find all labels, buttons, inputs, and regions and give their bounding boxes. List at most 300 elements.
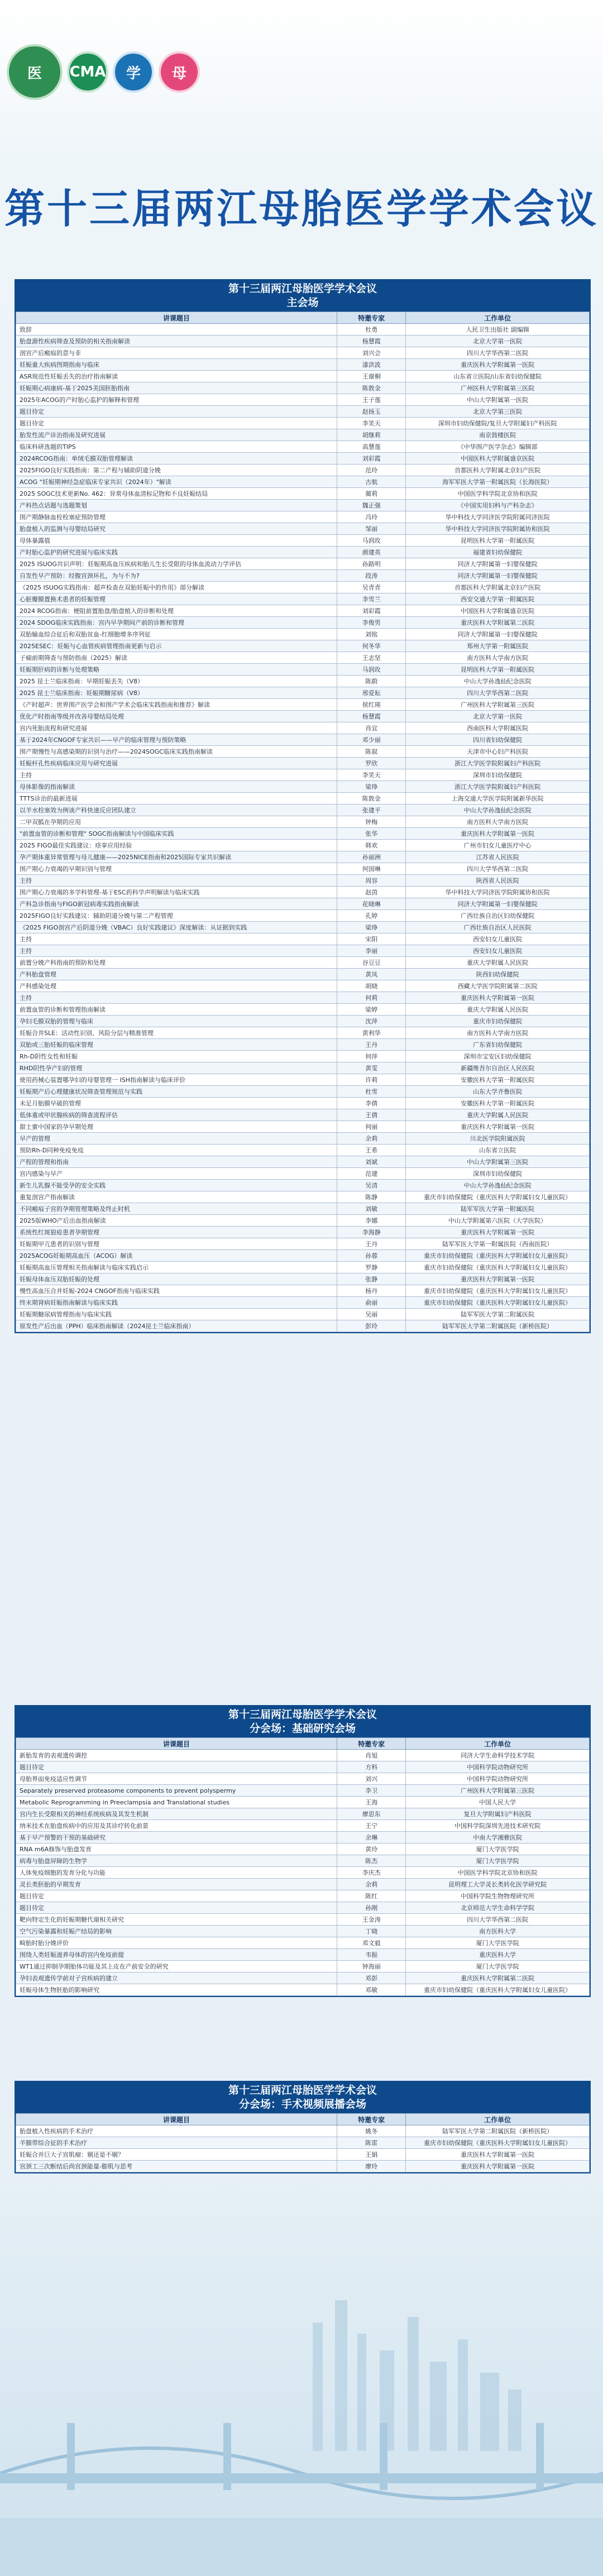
table-row [16, 1203, 590, 1215]
speaker-cell: 王丹 [337, 1238, 406, 1250]
unit-cell: 广州医科大学附属第三医院 [406, 699, 590, 711]
table-row [16, 652, 590, 664]
table-row [16, 863, 590, 875]
topic-cell: Metabolic Reprogramming in Preeclampsia and Translational studies [16, 1797, 337, 1808]
table-row [16, 1250, 590, 1262]
speaker-cell: 胡继莉 [337, 429, 406, 441]
speaker-cell: 杨慧霞 [337, 711, 406, 722]
unit-cell: 北京大学第一医院 [406, 711, 590, 722]
speaker-cell: 刘铭 [337, 629, 406, 640]
topic-cell: 基于2024年CNGOF专家共识——早产的临床管理与预防策略 [16, 734, 337, 746]
speaker-cell: 何国琳 [337, 863, 406, 875]
topic-cell: 《产时超声：世界围产医学会和围产学术会临床实践指南和推荐》解读 [16, 699, 337, 711]
table-row [16, 1133, 590, 1145]
topic-cell: 产程的管理和指南 [16, 1156, 337, 1168]
table-row [16, 500, 590, 511]
unit-cell: 重庆医科大学附属第一医院 [406, 1121, 590, 1133]
section-subtitle: 分会场：手术视频展播会场 [238, 2098, 366, 2110]
unit-cell: 重庆市妇幼保健院（重庆医科大学附属妇女儿童医院） [406, 1984, 590, 1996]
unit-cell: 同济大学附属第一妇婴保健院 [406, 570, 590, 582]
unit-cell: 四川省妇幼保健院 [406, 734, 590, 746]
speaker-cell: 廖玲 [337, 2161, 406, 2172]
unit-cell: 深圳市妇幼保健院 [406, 1168, 590, 1180]
section-header [16, 1706, 590, 1737]
speaker-cell: 吴丽 [337, 1309, 406, 1320]
table-row [16, 523, 590, 535]
unit-cell: 中国科学院动物研究所 [406, 1773, 590, 1785]
table-row [16, 418, 590, 429]
topic-cell: 围产期心力衰竭的早期识别与管理 [16, 863, 337, 875]
topic-cell: 孕产期体重异常管理与母儿健康——2025NICE指南和2025国际专家共识解读 [16, 851, 337, 863]
topic-cell: 妊娠母体生物胚胎的影响研究 [16, 1984, 337, 1996]
table-row [16, 1761, 590, 1773]
topic-cell: 慢性高血压合并妊娠-2024 CNGOF指南与临床实践 [16, 1285, 337, 1297]
unit-cell: 广东省妇幼保健院 [406, 1039, 590, 1051]
table-row [16, 1926, 590, 1937]
speaker-cell: 刘彩霞 [337, 605, 406, 617]
topic-cell: TTTS诊治的最新进展 [16, 793, 337, 805]
speaker-cell: 邓少丽 [337, 734, 406, 746]
speaker-cell: 韦振 [337, 1949, 406, 1961]
col-speaker: 特邀专家 [337, 2114, 406, 2125]
speaker-cell: 黄玲 [337, 1844, 406, 1855]
topic-cell: 双胎输血综合征后和双胎贫血-红细胞增多序列征 [16, 629, 337, 640]
col-unit: 工作单位 [406, 312, 590, 324]
topic-cell: 新胎发育的表观遗传调控 [16, 1750, 337, 1761]
speaker-cell: 李俊男 [337, 617, 406, 629]
unit-cell: 首都医科大学附属北京妇产医院 [406, 465, 590, 476]
table-row [16, 1949, 590, 1961]
speaker-cell: 孙丽洲 [337, 851, 406, 863]
speaker-cell: 李娜 [337, 1215, 406, 1227]
basic-research-table [15, 1705, 591, 1997]
speaker-cell: 李倩 [337, 1098, 406, 1109]
speaker-cell: 王子莲 [337, 394, 406, 406]
speaker-cell: 黄雯 [337, 1062, 406, 1074]
unit-cell: 重庆市妇幼保健院（重庆医科大学附属妇女儿童医院） [406, 1262, 590, 1273]
topic-cell: WT1通过抑制孕期胎体功能及其上皮在产前安全的研究 [16, 1961, 337, 1972]
unit-cell: 重庆医科大学附属第二医院 [406, 1972, 590, 1984]
table-row [16, 1820, 590, 1832]
table-row [16, 1914, 590, 1926]
table-row [16, 1902, 590, 1914]
topic-cell: 系统性红斑狼疮患者孕期管理 [16, 1227, 337, 1238]
topic-cell: 妊娠重大疾病图期指南与临床 [16, 359, 337, 371]
table-row [16, 1145, 590, 1156]
unit-cell: 广西壮族自治区人民医院 [406, 922, 590, 933]
unit-cell: 西安妇女儿童医院 [406, 945, 590, 957]
speaker-cell: 沈萍 [337, 1016, 406, 1027]
topic-cell: 妊娠期甲亢患者的识别与管理 [16, 1238, 337, 1250]
unit-cell: 中南大学湘雅医院 [406, 1832, 590, 1844]
topic-cell: 围产期慢性与高感染期的识别与治疗——2024SOGC临床实践指南解读 [16, 746, 337, 758]
speaker-cell: 陈敦金 [337, 382, 406, 394]
unit-cell: 深圳市妇幼保健院/复旦大学附属妇产科医院 [406, 418, 590, 429]
topic-cell: 2024 RCOG指南：梗阻前置胎盘/胎盘植入的诊断和处理 [16, 605, 337, 617]
speaker-cell: 孙刚 [337, 1902, 406, 1914]
speaker-cell: 钟梅 [337, 816, 406, 828]
speaker-cell: 范建 [337, 1168, 406, 1180]
unit-cell: 《中华围产医学杂志》编辑部 [406, 441, 590, 453]
table-row [16, 758, 590, 769]
logo-cma: CMA [67, 51, 108, 93]
logo-row [7, 39, 200, 105]
table-row [16, 1785, 590, 1797]
table-row [16, 1867, 590, 1879]
col-unit: 工作单位 [406, 2114, 590, 2125]
unit-cell: 深圳市妇幼保健院 [406, 769, 590, 781]
table-row [16, 570, 590, 582]
unit-cell: 四川大学华西第二医院 [406, 347, 590, 359]
table-row [16, 1062, 590, 1074]
table-row [16, 347, 590, 359]
topic-cell: 剖宫产后瘢痕的意与非 [16, 347, 337, 359]
topic-cell: 优化产时指南等级并改善母婴结局处理 [16, 711, 337, 722]
topic-cell: 2025 昆士兰临床指南：早期妊娠丢失（V8） [16, 676, 337, 687]
topic-cell: 2024RCOG指南：单绒毛膜双胎管理解读 [16, 453, 337, 465]
table-row [16, 488, 590, 500]
topic-cell: 妊娠合并巨大子宫肌瘤：剔还是不剔？ [16, 2149, 337, 2161]
speaker-cell: 彭玲 [337, 1320, 406, 1332]
table-row [16, 851, 590, 863]
topic-cell: 早产的管理 [16, 1133, 337, 1145]
unit-cell: 华中科技大学同济医学院附属协和医院 [406, 523, 590, 535]
speaker-cell: 陈敦金 [337, 793, 406, 805]
table-row [16, 1016, 590, 1027]
topic-cell: ASR规范性妊娠丢失的治疗指南解读 [16, 371, 337, 382]
speaker-cell: 刘彩霞 [337, 453, 406, 465]
speaker-cell: 陈红 [337, 1890, 406, 1902]
speaker-cell: 范玲 [337, 465, 406, 476]
speaker-cell: 吴青青 [337, 582, 406, 593]
col-topic: 讲课题目 [16, 2114, 337, 2125]
speaker-cell: 颜建英 [337, 547, 406, 558]
speaker-cell: 王丹 [337, 1039, 406, 1051]
topic-cell: ACOG "妊娠期神经急症临床专家共识（2024年）"解读 [16, 476, 337, 488]
unit-cell: 重庆大学附属人民医院 [406, 1109, 590, 1121]
table-row [16, 1098, 590, 1109]
topic-cell: 2025 FIGO最佳实践建议：痉挛应用经验 [16, 840, 337, 851]
unit-cell: 首都医科大学附属北京妇产医院 [406, 582, 590, 593]
speaker-cell: 刘兴会 [337, 347, 406, 359]
unit-cell: 同济大学附属第一妇婴保健院 [406, 558, 590, 570]
table-row [16, 359, 590, 371]
topic-cell: 宫内生长受限相关的神经系统疾病及其发生机制 [16, 1808, 337, 1820]
unit-cell: 中国医学科学院北京协和医院 [406, 488, 590, 500]
speaker-cell: 蔺莉 [337, 488, 406, 500]
unit-cell: 浙江大学医学院附属妇产科医院 [406, 781, 590, 793]
unit-cell: 南方医科大学南方医院 [406, 652, 590, 664]
table-row [16, 617, 590, 629]
speaker-cell: 梁琤 [337, 781, 406, 793]
table-row [16, 711, 590, 722]
topic-cell: 主持 [16, 769, 337, 781]
table-row [16, 722, 590, 734]
topic-cell: 产科感染处理 [16, 980, 337, 992]
speaker-cell: 杨慧霞 [337, 336, 406, 347]
table-row [16, 898, 590, 910]
table-row [16, 1039, 590, 1051]
unit-cell: 四川大学华西第二医院 [406, 863, 590, 875]
table-row [16, 746, 590, 758]
unit-cell: 重庆市妇幼保健院（重庆医科大学附属妇女儿童医院） [406, 1250, 590, 1262]
section-title: 第十三届两江母胎医学学术会议 [228, 283, 377, 295]
unit-cell: 华中科技大学同济医学院附属协和医院 [406, 887, 590, 898]
table-row [16, 1027, 590, 1039]
speaker-cell: 孙蓉 [337, 1250, 406, 1262]
surgery-video-table [15, 2081, 591, 2173]
table-row [16, 547, 590, 558]
topic-cell: 题目待定 [16, 418, 337, 429]
speaker-cell: 肖宜 [337, 722, 406, 734]
unit-cell: 中山大学孙逸仙纪念医院 [406, 676, 590, 687]
unit-cell: 川北医学院附属医院 [406, 1133, 590, 1145]
unit-cell: 福建省妇幼保健院 [406, 547, 590, 558]
unit-cell: 重庆市妇幼保健院（重庆医科大学附属妇女儿童医院） [406, 2137, 590, 2149]
table-row [16, 1180, 590, 1191]
table-row [16, 1109, 590, 1121]
table-row [16, 2149, 590, 2161]
table-row [16, 1004, 590, 1016]
unit-cell: 重庆大学附属人民医院 [406, 1004, 590, 1016]
topic-cell: RHD阴性孕产妇的管理 [16, 1062, 337, 1074]
unit-cell: 海军军医大学第一附属医院（长海医院） [406, 476, 590, 488]
speaker-cell: 杨丹 [337, 1285, 406, 1297]
unit-cell: 中国科学院深圳先进技术研究院 [406, 1820, 590, 1832]
unit-cell: 厦门大学医学院 [406, 1855, 590, 1867]
speaker-cell: 刘斌 [337, 1156, 406, 1168]
speaker-cell: 王倩 [337, 1109, 406, 1121]
unit-cell: 昆明医科大学第一附属医院 [406, 664, 590, 676]
speaker-cell: 古航 [337, 476, 406, 488]
speaker-cell: 姚冬 [337, 2125, 406, 2137]
unit-cell: 《中国实用妇科与产科杂志》 [406, 500, 590, 511]
table-row [16, 1238, 590, 1250]
table-row [16, 1972, 590, 1984]
unit-cell: 华中科技大学同济医学院附属同济医院 [406, 511, 590, 523]
table-row [16, 1890, 590, 1902]
topic-cell: "前置血管的诊断和管理" SOGC指南解读与中国临床实践 [16, 828, 337, 840]
speaker-cell: 方科 [337, 1761, 406, 1773]
topic-cell: 胎盘源性疾病筛查及预防的相关指南解读 [16, 336, 337, 347]
unit-cell: 中山大学孙逸仙纪念医院 [406, 805, 590, 816]
unit-cell: 浙江大学医学院附属妇产科医院 [406, 758, 590, 769]
table-row [16, 429, 590, 441]
topic-cell: 重复剖宫产指南解读 [16, 1191, 337, 1203]
speaker-cell: 宋阳 [337, 933, 406, 945]
topic-cell: 2024 SDOG临床实践指南：宫内早孕期间产前的诊断和管理 [16, 617, 337, 629]
speaker-cell: 邓敏 [337, 1984, 406, 1996]
table-row [16, 793, 590, 805]
topic-cell: 产科急诊指南与FIGO新冠病毒实践指南解读 [16, 898, 337, 910]
topic-cell: 题目待定 [16, 406, 337, 418]
table-row [16, 734, 590, 746]
unit-cell: 重庆医科大学附属第一医院 [406, 359, 590, 371]
table-row [16, 453, 590, 465]
logo-pink: 母 [159, 51, 200, 93]
topic-cell: 题目待定 [16, 1902, 337, 1914]
unit-cell: 重庆医科大学附属第一医院 [406, 1227, 590, 1238]
unit-cell: 山东大学齐鲁医院 [406, 1086, 590, 1098]
topic-cell: 孕妇表观遗传学前对子宫疾病的建立 [16, 1972, 337, 1984]
topic-cell: 2025FIGO良好实践指南：第二产程与辅助阴道分娩 [16, 465, 337, 476]
table-row [16, 875, 590, 887]
unit-cell: 重庆医科大学附属第一医院 [406, 2149, 590, 2161]
table-row [16, 1750, 590, 1761]
table-row [16, 1215, 590, 1227]
speaker-cell: 李雪兰 [337, 593, 406, 605]
speaker-cell: 罗静 [337, 1262, 406, 1273]
unit-cell: 四川大学华西第二医院 [406, 1914, 590, 1926]
topic-cell: 前置血管的诊断和管理指南解读 [16, 1004, 337, 1016]
table-row [16, 1879, 590, 1890]
topic-cell: 羊膜带综合征的手术治疗 [16, 2137, 337, 2149]
table-row [16, 382, 590, 394]
speaker-cell: 刘兴 [337, 1773, 406, 1785]
table-row [16, 840, 590, 851]
topic-cell: 母体暴露值 [16, 535, 337, 547]
unit-cell: 重庆市妇幼保健院（重庆医科大学附属妇女儿童医院） [406, 1297, 590, 1309]
speaker-cell: 王希 [337, 1145, 406, 1156]
table-row [16, 1156, 590, 1168]
topic-cell: 胎盘植入的监测与母婴结局研究 [16, 523, 337, 535]
table-row [16, 828, 590, 840]
topic-cell: 2025FIGO良好实践建议：辅助阴道分娩与第二产程管理 [16, 910, 337, 922]
speaker-cell: 何莉 [337, 992, 406, 1004]
table-row [16, 476, 590, 488]
unit-cell: 重庆医科大学附属第一医院 [406, 2161, 590, 2172]
unit-cell: 四川大学华西第二医院 [406, 687, 590, 699]
speaker-cell: 高慧莲 [337, 441, 406, 453]
table-row [16, 465, 590, 476]
topic-cell: 未足月胎膜早破的管理 [16, 1098, 337, 1109]
speaker-cell: 黄凤 [337, 969, 406, 980]
table-row [16, 1285, 590, 1297]
speaker-cell: 张建平 [337, 805, 406, 816]
unit-cell: 广西壮族自治区妇幼保健院 [406, 910, 590, 922]
speaker-cell: 李卫 [337, 1785, 406, 1797]
table-row [16, 511, 590, 523]
unit-cell: 人民卫生出版社 副编辑 [406, 324, 590, 336]
unit-cell: 安徽医科大学第一附属医院 [406, 1074, 590, 1086]
table-row [16, 699, 590, 711]
unit-cell: 西南医科大学附属医院 [406, 722, 590, 734]
unit-cell: 南方医科大学南方医院 [406, 816, 590, 828]
speaker-cell: 廖思东 [337, 1808, 406, 1820]
topic-cell: 胎发性流产诊治指南及研究进展 [16, 429, 337, 441]
table-row [16, 1121, 590, 1133]
table-row [16, 640, 590, 652]
topic-cell: 病毒与胎盘屏障的生物学 [16, 1855, 337, 1867]
table-row [16, 1984, 590, 1996]
topic-cell: 围产期心力衰竭的多学科管理-基于ESC药科学声明解读与临床实践 [16, 887, 337, 898]
topic-cell: 终末期肾病妊娠指南解读与临床实践 [16, 1297, 337, 1309]
topic-cell: 原发性产后出血（PPH）临床指南解读（2024昆士兰临床指南） [16, 1320, 337, 1332]
speaker-cell: 杜雪 [337, 1086, 406, 1098]
topic-cell: 妊娠期产后心理健康状况筛查管理规范与实践 [16, 1086, 337, 1098]
table-row [16, 605, 590, 617]
speaker-cell: 段涛 [337, 570, 406, 582]
topic-cell: 妊娠期心病康病-基于2025美国胚胎指南 [16, 382, 337, 394]
table-row [16, 945, 590, 957]
table-row [16, 593, 590, 605]
table-row [16, 324, 590, 336]
logo-society-green: 医 [7, 44, 63, 100]
topic-cell: 围绕人类妊娠滋养母体的宫内免疫前提 [16, 1949, 337, 1961]
topic-cell: 题目待定 [16, 1761, 337, 1773]
unit-cell: 中国科学院生物物理研究所 [406, 1890, 590, 1902]
topic-cell: 主持 [16, 992, 337, 1004]
unit-cell: 新疆维吾尔自治区人民医院 [406, 1062, 590, 1074]
speaker-cell: 丁晓 [337, 1926, 406, 1937]
topic-cell: 双胎或三胎妊娠的临床管理 [16, 1039, 337, 1051]
speaker-cell: 邹丽 [337, 523, 406, 535]
unit-cell: 重庆医科大学附属第一医院 [406, 1273, 590, 1285]
speaker-cell: 黄利华 [337, 1027, 406, 1039]
table-row [16, 558, 590, 570]
unit-cell: 重庆医科大学 [406, 1949, 590, 1961]
speaker-cell: 孙路明 [337, 558, 406, 570]
speaker-cell: 韩欢 [337, 840, 406, 851]
unit-cell: 北京大学第三医院 [406, 406, 590, 418]
section-header [16, 280, 590, 312]
col-unit: 工作单位 [406, 1738, 590, 1750]
unit-cell: 陆军军医大学第二附属医院（新桥医院） [406, 1320, 590, 1332]
speaker-cell: 刘敏 [337, 1203, 406, 1215]
speaker-cell: 陈叙 [337, 746, 406, 758]
unit-cell: 中国医学科学院北京协和医院 [406, 1867, 590, 1879]
topic-cell: 妊娠母体血压双胎妊娠的处理 [16, 1273, 337, 1285]
table-row [16, 336, 590, 347]
table-row [16, 1844, 590, 1855]
unit-cell: 陆军军医大学第二附属医院（新桥医院） [406, 2125, 590, 2137]
topic-cell: 甜土蜜中国家的孕早期处理 [16, 1121, 337, 1133]
speaker-cell: 王宁 [337, 1820, 406, 1832]
speaker-cell: 梁琤 [337, 922, 406, 933]
speaker-cell: 杜勇 [337, 324, 406, 336]
unit-cell: 山东省立医院 [406, 1145, 590, 1156]
speaker-cell: 花晓琳 [337, 898, 406, 910]
section-subtitle: 主会场 [286, 296, 319, 309]
topic-cell: 妊娠合并SLE：活动性识别、风险分层与精准管理 [16, 1027, 337, 1039]
topic-cell: Rh-D阴性女性和妊娠 [16, 1051, 337, 1062]
topic-cell: 空气污染暴露和妊娠产结局的影响 [16, 1926, 337, 1937]
table-row [16, 816, 590, 828]
topic-cell: 宫内死胎流程和研究进展 [16, 722, 337, 734]
topic-cell: 心脏瓣膜置换术患者的妊娠管理 [16, 593, 337, 605]
unit-cell: 中国医科大学附属盛京医院 [406, 605, 590, 617]
speaker-cell: 李海静 [337, 1227, 406, 1238]
speaker-cell: 肖旭 [337, 1750, 406, 1761]
topic-cell: 妊娠期高血压管理相关指南解读与临床实践启示 [16, 1262, 337, 1273]
speaker-cell: 李庆杰 [337, 1867, 406, 1879]
unit-cell: 厦门大学医学院 [406, 1961, 590, 1972]
table-row [16, 1832, 590, 1844]
speaker-cell: 孔婷 [337, 910, 406, 922]
table-row [16, 629, 590, 640]
table-row [16, 1309, 590, 1320]
topic-cell: 宫颈工三次断结后尚宫颈能量-膨肌与思考 [16, 2161, 337, 2172]
speaker-cell: 周容 [337, 875, 406, 887]
table-row [16, 1262, 590, 1273]
topic-cell: 主持 [16, 933, 337, 945]
col-topic: 讲课题目 [16, 1738, 337, 1750]
speaker-cell: 王海 [337, 1797, 406, 1808]
unit-cell: 陆军军医大学第一附属医院（西南医院） [406, 1238, 590, 1250]
speaker-cell: 李笑天 [337, 769, 406, 781]
unit-cell: 南京鼓楼医院 [406, 429, 590, 441]
speaker-cell: 罗欣 [337, 758, 406, 769]
